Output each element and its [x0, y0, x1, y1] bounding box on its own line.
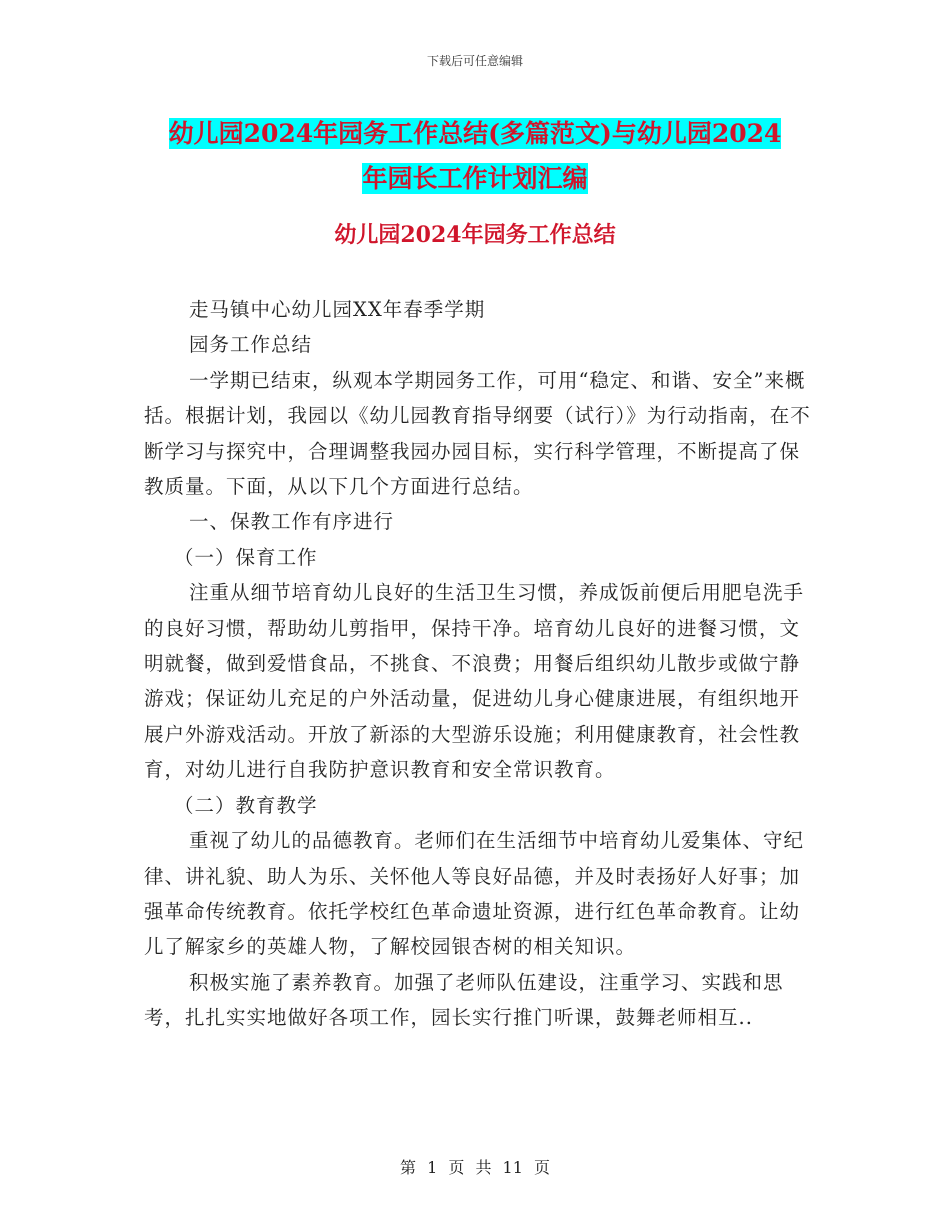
paragraph-quality-education: 积极实施了素养教育。加强了老师队伍建设，注重学习、实践和思考，扎扎实实地做好各项工作，园长实行推门听课，鼓舞老师相互..: [144, 970, 784, 1030]
paragraph-care-work: 注重从细节培育幼儿良好的生活卫生习惯，养成饭前便后用肥皂洗手的良好习惯，帮助幼儿剪指甲，保持干净。培育幼儿良好的进餐习惯，文明就餐，做到爱惜食品，不挑食、不浪费；用餐后组织幼儿散步或做宁静游戏；保证幼儿充足的户外活动量，促进幼儿身心健康进展，有组织地开展户外游戏活动。开放了新添的大型游乐设施；利用健康教育，社会性教育，对幼儿进行自我防护意识教育和安全常识教育。: [144, 581, 805, 782]
document-title-line1: 幼儿园2024年园务工作总结(多篇范文)与幼儿园2024: [168, 119, 782, 148]
paragraph-moral-education: 重视了幼儿的品德教育。老师们在生活细节中培育幼儿爱集体、守纪律、讲礼貌、助人为乐、关怀他人等良好品德，并及时表扬好人好事；加强革命传统教育。依托学校红色革命遗址资源，进行红色革命教育。让幼儿了解家乡的英雄人物，了解校园银杏树的相关知识。: [144, 829, 805, 959]
page-footer: 第 1 页 共 11 页: [400, 1158, 550, 1177]
paragraph-school-name: 走马镇中心幼儿园XX年春季学期: [189, 298, 486, 321]
document-body: [144, 292, 814, 1036]
document-title-line2: 年园长工作计划汇编: [362, 164, 588, 193]
page-header: 下载后可任意编辑: [426, 54, 523, 68]
section-title: 幼儿园2024年园务工作总结: [334, 222, 616, 248]
heading-subsection-2: （二）教育教学: [174, 793, 318, 817]
paragraph-summary-label: 园务工作总结: [189, 333, 313, 357]
heading-section-1: 一、保教工作有序进行: [189, 510, 395, 534]
document-title: [0, 111, 950, 201]
paragraph-intro: 一学期已结束，纵观本学期园务工作，可用“稳定、和谐、安全”来概括。根据计划，我园以《幼儿园教育指导纲要（试行）》为行动指南，在不断学习与探究中，合理调整我园办园目标，实行科学管理，不断提高了保教质量。下面，从以下几个方面进行总结。: [144, 368, 811, 499]
heading-subsection-1: （一）保育工作: [174, 545, 318, 569]
